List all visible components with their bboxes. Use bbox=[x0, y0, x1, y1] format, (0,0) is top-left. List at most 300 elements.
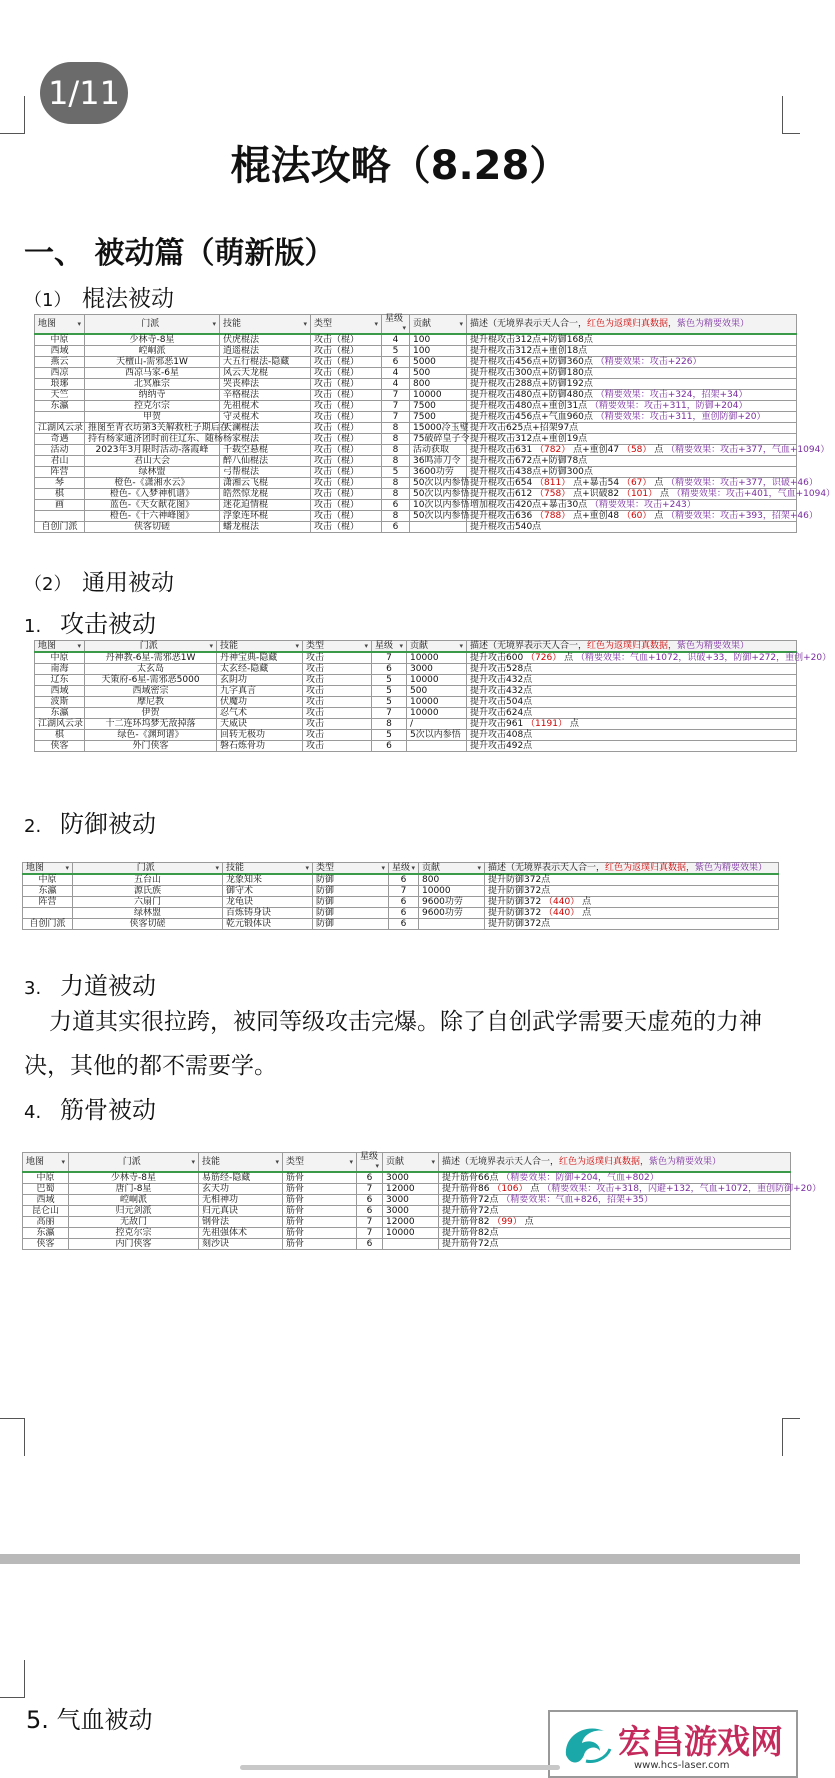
type-cell: 攻击 bbox=[303, 741, 372, 752]
column-header-label: 紫色为精要效果） bbox=[677, 318, 750, 329]
contribution-cell: 50次以内参悟 bbox=[410, 511, 467, 522]
description-text: 提升筋骨72点 bbox=[442, 1194, 499, 1205]
star-cell: 6 bbox=[372, 664, 407, 675]
sect-cell: 太玄岛 bbox=[85, 664, 217, 675]
map-cell: 西凉 bbox=[35, 368, 85, 379]
skill-cell: 先祖棍术 bbox=[220, 401, 311, 412]
description-text: 增加棍攻击420点+暴击30点 bbox=[470, 499, 588, 510]
map-cell: 西域 bbox=[35, 686, 85, 697]
description-cell bbox=[439, 1206, 791, 1217]
description-cell bbox=[439, 1183, 822, 1195]
description-text: 提升棍攻击312点+重创19点 bbox=[470, 433, 588, 444]
table-row bbox=[35, 697, 797, 708]
description-cell bbox=[439, 1172, 791, 1184]
table-header-row bbox=[35, 641, 797, 653]
reversion-value: （106） bbox=[489, 1183, 531, 1194]
description-text: 点+重创48 bbox=[573, 510, 620, 521]
column-header[interactable] bbox=[467, 315, 797, 335]
description-text: 点+重创47 bbox=[573, 444, 620, 455]
table-row bbox=[23, 919, 779, 930]
description-text: 提升棍攻击480点+防御480点 bbox=[470, 389, 593, 400]
description-text: 提升筋骨72点 bbox=[442, 1238, 499, 1249]
filter-dropdown-icon[interactable]: ▾ bbox=[212, 319, 216, 328]
description-cell bbox=[467, 368, 797, 379]
star-cell: 5 bbox=[382, 467, 410, 478]
description-text: 提升攻击528点 bbox=[470, 663, 533, 674]
skill-cell: 无相神功 bbox=[199, 1195, 283, 1206]
contribution-cell bbox=[410, 522, 467, 533]
skill-cell: 刻沙诀 bbox=[199, 1239, 283, 1250]
star-cell: 7 bbox=[357, 1184, 383, 1195]
reversion-value: （811） bbox=[532, 477, 574, 488]
sect-cell: 君山大会 bbox=[85, 456, 220, 467]
description-text: 提升棍攻击288点+防御192点 bbox=[470, 378, 593, 389]
type-cell: 筋骨 bbox=[283, 1195, 357, 1206]
map-cell: 昆仑山 bbox=[23, 1206, 69, 1217]
table-row bbox=[23, 1195, 791, 1206]
description-text: 提升防御372 bbox=[488, 896, 542, 907]
contribution-cell: 10000 bbox=[407, 652, 467, 664]
skill-cell: 钢骨法 bbox=[199, 1217, 283, 1228]
next-section-heading: 5. 气血被动 bbox=[26, 1706, 153, 1734]
type-cell: 攻击（棍） bbox=[311, 423, 382, 434]
table-row bbox=[35, 652, 797, 664]
description-text: 提升棍攻击654 bbox=[470, 477, 533, 488]
type-cell: 攻击 bbox=[303, 686, 372, 697]
column-header[interactable] bbox=[220, 315, 311, 335]
contribution-cell: 50次以内参悟 bbox=[410, 478, 467, 489]
map-cell: 棋 bbox=[35, 489, 85, 500]
essence-effect: （精要效果：攻击+243） bbox=[587, 499, 696, 510]
table-row bbox=[35, 434, 797, 445]
essence-effect: （精要效果：攻击+377，识破+46） bbox=[663, 477, 818, 488]
description-text: 点 bbox=[582, 907, 592, 918]
contribution-cell: 3000 bbox=[383, 1195, 439, 1206]
description-text: 点 bbox=[524, 1216, 534, 1227]
sect-cell: 推图至青衣坊第3关解救杜子期后在 bbox=[85, 423, 220, 434]
description-text: 提升攻击624点 bbox=[470, 707, 533, 718]
type-cell: 筋骨 bbox=[283, 1217, 357, 1228]
star-cell: 7 bbox=[382, 390, 410, 401]
column-header-label: 门派 bbox=[139, 640, 158, 651]
description-cell bbox=[467, 456, 797, 467]
contribution-cell: 5000 bbox=[410, 357, 467, 368]
filter-dropdown-icon[interactable]: ▾ bbox=[303, 319, 307, 328]
contribution-cell: 12000 bbox=[383, 1184, 439, 1195]
column-header-label: 红色为返璞归真数据， bbox=[587, 640, 678, 651]
description-text: 提升棍攻击456点+防御360点 bbox=[470, 356, 593, 367]
table-row bbox=[35, 423, 797, 434]
description-text: 点 bbox=[654, 444, 664, 455]
filter-dropdown-icon[interactable]: ▾ bbox=[411, 863, 415, 872]
star-cell: 6 bbox=[389, 897, 419, 908]
description-cell bbox=[467, 467, 797, 478]
column-header-label: 类型 bbox=[316, 862, 335, 873]
essence-effect: （精要效果：防御+204，气血+802） bbox=[498, 1172, 659, 1183]
description-text: 提升攻击408点 bbox=[470, 729, 533, 740]
skill-cell: 九字真言 bbox=[217, 686, 303, 697]
description-cell bbox=[485, 919, 779, 930]
column-header-label: 门派 bbox=[122, 1156, 141, 1167]
type-cell: 筋骨 bbox=[283, 1228, 357, 1239]
column-header-label: 贡献 bbox=[410, 640, 429, 651]
sect-cell: 无敌门 bbox=[69, 1217, 199, 1228]
column-header[interactable] bbox=[467, 641, 797, 653]
contribution-cell: 5次以内参悟 bbox=[407, 730, 467, 741]
skill-cell: 丹神宝典-隐藏 bbox=[217, 652, 303, 664]
skill-cell: 辛格棍法 bbox=[220, 390, 311, 401]
column-header-label: 贡献 bbox=[386, 1156, 405, 1167]
skill-cell: 易筋经-隐藏 bbox=[199, 1172, 283, 1184]
table-row bbox=[23, 886, 779, 897]
filter-dropdown-icon[interactable]: ▾ bbox=[459, 319, 463, 328]
skill-cell: 乾元锻体诀 bbox=[223, 919, 313, 930]
table-row bbox=[35, 401, 797, 412]
skill-cell: 忍气术 bbox=[217, 708, 303, 719]
contribution-cell: 3000 bbox=[407, 664, 467, 675]
description-cell bbox=[439, 1228, 791, 1239]
skill-cell: 龙龟诀 bbox=[223, 897, 313, 908]
map-cell: 燕云 bbox=[35, 357, 85, 368]
skill-cell: 风云天龙棍 bbox=[220, 368, 311, 379]
table-row bbox=[35, 664, 797, 675]
column-header[interactable] bbox=[303, 641, 372, 653]
star-cell: 7 bbox=[382, 412, 410, 423]
column-header[interactable] bbox=[383, 1153, 439, 1173]
star-cell: 8 bbox=[382, 489, 410, 500]
contribution-cell: 10000 bbox=[410, 390, 467, 401]
column-header[interactable] bbox=[407, 641, 467, 653]
column-header[interactable] bbox=[382, 315, 410, 335]
description-cell bbox=[467, 357, 797, 368]
table-row bbox=[35, 708, 797, 719]
description-text: 提升棍攻击312点+防御168点 bbox=[470, 334, 593, 345]
skill-cell: 御守术 bbox=[223, 886, 313, 897]
description-text: 提升防御372点 bbox=[488, 885, 551, 896]
reversion-value: （60） bbox=[619, 510, 655, 521]
essence-effect: （精要效果：攻击+401，气血+1094） bbox=[669, 488, 835, 499]
table-row bbox=[35, 730, 797, 741]
map-cell: 天竺 bbox=[35, 390, 85, 401]
description-text: 提升攻击600 bbox=[470, 652, 524, 663]
table-row bbox=[35, 467, 797, 478]
star-cell: 8 bbox=[382, 478, 410, 489]
essence-effect: （精要效果：攻击+226） bbox=[592, 356, 702, 367]
filter-dropdown-icon[interactable]: ▾ bbox=[295, 641, 299, 650]
column-header[interactable] bbox=[217, 641, 303, 653]
column-header[interactable] bbox=[485, 863, 779, 875]
description-text: 提升棍攻击456点+气血960点 bbox=[470, 411, 593, 422]
contribution-cell: 10000 bbox=[419, 886, 485, 897]
filter-dropdown-icon[interactable]: ▾ bbox=[191, 1157, 195, 1166]
table-row bbox=[35, 379, 797, 390]
star-cell: 6 bbox=[357, 1239, 383, 1250]
description-cell bbox=[467, 652, 832, 664]
contribution-cell: 15000冷玉璧 bbox=[410, 423, 467, 434]
map-cell: 东瀛 bbox=[23, 1228, 69, 1239]
description-cell bbox=[467, 412, 797, 423]
contribution-cell: 10000 bbox=[383, 1228, 439, 1239]
contribution-cell: 10次以内参悟 bbox=[410, 500, 467, 511]
description-cell bbox=[467, 477, 818, 489]
sect-cell: 六扇门 bbox=[73, 897, 223, 908]
description-cell bbox=[467, 401, 797, 412]
filter-dropdown-icon[interactable]: ▾ bbox=[477, 863, 481, 872]
star-cell: 7 bbox=[357, 1228, 383, 1239]
table-row bbox=[35, 500, 797, 511]
column-header[interactable] bbox=[85, 315, 220, 335]
skill-cell: 百炼铸身诀 bbox=[223, 908, 313, 919]
table-row bbox=[35, 357, 797, 368]
sect-cell: 西凉马家-6星 bbox=[85, 368, 220, 379]
description-text: 提升攻击504点 bbox=[470, 696, 533, 707]
description-text: 提升攻击492点 bbox=[470, 740, 533, 751]
filter-dropdown-icon[interactable]: ▾ bbox=[402, 324, 406, 332]
filter-dropdown-icon[interactable]: ▾ bbox=[61, 1157, 65, 1166]
star-cell: 4 bbox=[382, 368, 410, 379]
column-header[interactable] bbox=[23, 1153, 69, 1173]
sect-cell: 纳纳寺 bbox=[85, 390, 220, 401]
column-header[interactable] bbox=[223, 863, 313, 875]
filter-dropdown-icon[interactable]: ▾ bbox=[399, 641, 403, 650]
contribution-cell: 12000 bbox=[383, 1217, 439, 1228]
table-row bbox=[23, 908, 779, 919]
reversion-value: （788） bbox=[532, 510, 574, 521]
skill-cell: 蟠龙棍法 bbox=[220, 522, 311, 533]
map-cell: 东瀛 bbox=[35, 401, 85, 412]
skill-cell: 天澜棍法 bbox=[220, 423, 311, 434]
filter-dropdown-icon[interactable]: ▾ bbox=[349, 1157, 353, 1166]
description-cell bbox=[467, 741, 797, 752]
crop-mark bbox=[24, 1418, 25, 1456]
column-header-label: 门派 bbox=[141, 318, 160, 329]
filter-dropdown-icon[interactable]: ▾ bbox=[459, 641, 463, 650]
type-cell: 防御 bbox=[313, 874, 389, 886]
star-cell: 6 bbox=[382, 357, 410, 368]
column-header-label: 紫色为精要效果） bbox=[649, 1156, 722, 1167]
filter-dropdown-icon[interactable]: ▾ bbox=[209, 641, 213, 650]
description-text: 提升攻击432点 bbox=[470, 685, 533, 696]
column-header[interactable] bbox=[439, 1153, 791, 1173]
column-header[interactable] bbox=[389, 863, 419, 875]
filter-dropdown-icon[interactable]: ▾ bbox=[364, 641, 368, 650]
sect-cell: 十二连环坞梦无敌掉落 bbox=[85, 719, 217, 730]
column-header[interactable] bbox=[69, 1153, 199, 1173]
filter-dropdown-icon[interactable]: ▾ bbox=[275, 1157, 279, 1166]
column-header[interactable] bbox=[73, 863, 223, 875]
column-header-label: 红色为返璞归真数据， bbox=[559, 1156, 650, 1167]
subsection-staff-passive bbox=[24, 280, 174, 313]
filter-dropdown-icon[interactable]: ▾ bbox=[305, 863, 309, 872]
item-label: 攻击被动 bbox=[60, 610, 156, 638]
star-cell: 4 bbox=[382, 334, 410, 346]
filter-dropdown-icon[interactable]: ▾ bbox=[431, 1157, 435, 1166]
sect-cell: 控克尔宗 bbox=[85, 401, 220, 412]
subsection-number: （1） bbox=[24, 290, 72, 311]
star-cell: 7 bbox=[372, 708, 407, 719]
column-header[interactable] bbox=[35, 641, 85, 653]
watermark-logo bbox=[548, 1710, 798, 1778]
skill-cell: 杨家棍法 bbox=[220, 434, 311, 445]
column-header[interactable] bbox=[23, 863, 73, 875]
filter-dropdown-icon[interactable]: ▾ bbox=[215, 863, 219, 872]
skill-cell: 太玄经-隐藏 bbox=[217, 664, 303, 675]
crop-mark bbox=[782, 96, 783, 134]
sect-cell: 绿林盟 bbox=[73, 908, 223, 919]
type-cell: 攻击（棍） bbox=[311, 412, 382, 423]
type-cell: 筋骨 bbox=[283, 1172, 357, 1184]
contribution-cell: 9600功劳 bbox=[419, 897, 485, 908]
skill-cell: 皓然惊龙棍 bbox=[220, 489, 311, 500]
skill-cell: 浮象连环棍 bbox=[220, 511, 311, 522]
page-divider bbox=[0, 1554, 800, 1564]
column-header-label: 星级 bbox=[360, 1152, 379, 1162]
description-text: 提升棍攻击636 bbox=[470, 510, 533, 521]
sect-cell: 归元剑派 bbox=[69, 1206, 199, 1217]
home-indicator bbox=[240, 1765, 560, 1770]
star-cell: 6 bbox=[382, 522, 410, 533]
defense-passive-table bbox=[22, 862, 779, 930]
dragon-logo-icon bbox=[556, 1715, 616, 1775]
type-cell: 筋骨 bbox=[283, 1239, 357, 1250]
filter-dropdown-icon[interactable]: ▾ bbox=[374, 319, 378, 328]
type-cell: 攻击（棍） bbox=[311, 357, 382, 368]
type-cell: 攻击（棍） bbox=[311, 456, 382, 467]
sect-cell: 少林寺-8星 bbox=[85, 334, 220, 346]
table-row bbox=[35, 489, 797, 500]
type-cell: 攻击（棍） bbox=[311, 500, 382, 511]
description-cell bbox=[439, 1239, 791, 1250]
filter-dropdown-icon[interactable]: ▾ bbox=[375, 1162, 379, 1170]
column-header[interactable] bbox=[410, 315, 467, 335]
sect-cell: 绿林盟 bbox=[85, 467, 220, 478]
column-header-label: 紫色为精要效果） bbox=[677, 640, 750, 651]
description-cell bbox=[467, 379, 797, 390]
map-cell: 君山 bbox=[35, 456, 85, 467]
type-cell: 攻击（棍） bbox=[311, 467, 382, 478]
type-cell: 筋骨 bbox=[283, 1184, 357, 1195]
table-row bbox=[35, 412, 797, 423]
star-cell: 8 bbox=[382, 423, 410, 434]
table-row bbox=[23, 897, 779, 908]
star-cell: 6 bbox=[389, 874, 419, 886]
reversion-value: （58） bbox=[619, 444, 655, 455]
column-header[interactable] bbox=[419, 863, 485, 875]
description-cell bbox=[467, 346, 797, 357]
description-cell bbox=[467, 444, 830, 456]
column-header[interactable] bbox=[199, 1153, 283, 1173]
column-header[interactable] bbox=[85, 641, 217, 653]
map-cell: 阵营 bbox=[35, 467, 85, 478]
filter-dropdown-icon[interactable]: ▾ bbox=[77, 641, 81, 650]
item-number: 4. bbox=[24, 1102, 42, 1123]
column-header[interactable] bbox=[357, 1153, 383, 1173]
crop-mark bbox=[24, 1660, 25, 1698]
contribution-cell: 36鸣沛刀令 bbox=[410, 456, 467, 467]
column-header[interactable] bbox=[313, 863, 389, 875]
table-row bbox=[35, 334, 797, 346]
map-cell: 江湖风云录 bbox=[35, 719, 85, 730]
sect-cell: 伊贺 bbox=[85, 708, 217, 719]
skill-cell: 逍遥棍法 bbox=[220, 346, 311, 357]
strength-paragraph: 力道其实很拉跨，被同等级攻击完爆。除了自创武学需要天虚苑的力神决，其他的都不需要学。 bbox=[24, 1009, 762, 1079]
essence-effect: （精要效果：攻击+311，防御+204） bbox=[587, 400, 748, 411]
table-row bbox=[23, 1184, 791, 1195]
map-cell: 奇遇 bbox=[35, 434, 85, 445]
description-cell bbox=[467, 434, 797, 445]
column-header[interactable] bbox=[372, 641, 407, 653]
column-header[interactable] bbox=[311, 315, 382, 335]
column-header[interactable] bbox=[283, 1153, 357, 1173]
description-text: 提升攻击432点 bbox=[470, 674, 533, 685]
map-cell: 自创门派 bbox=[23, 919, 73, 930]
description-text: 提升棍攻击612 bbox=[470, 488, 533, 499]
item-label: 防御被动 bbox=[60, 810, 156, 838]
star-cell: 8 bbox=[382, 456, 410, 467]
map-cell: 东瀛 bbox=[23, 886, 73, 897]
sect-cell: 2023年3月限时活动-落霞峰 bbox=[85, 445, 220, 456]
contribution-cell: 7500 bbox=[410, 412, 467, 423]
sect-cell: 控克尔宗 bbox=[69, 1228, 199, 1239]
filter-dropdown-icon[interactable]: ▾ bbox=[65, 863, 69, 872]
type-cell: 攻击（棍） bbox=[311, 334, 382, 346]
map-cell bbox=[23, 908, 73, 919]
table-row bbox=[35, 346, 797, 357]
star-cell: 8 bbox=[382, 434, 410, 445]
type-cell: 攻击（棍） bbox=[311, 522, 382, 533]
contribution-cell: / bbox=[407, 719, 467, 730]
description-text: 提升防御372点 bbox=[488, 874, 551, 885]
sect-cell: 北冥雁宗 bbox=[85, 379, 220, 390]
star-cell: 5 bbox=[372, 675, 407, 686]
filter-dropdown-icon[interactable]: ▾ bbox=[77, 319, 81, 328]
sect-cell: 橙色-《潇湘水云》 bbox=[85, 478, 220, 489]
star-cell: 6 bbox=[389, 908, 419, 919]
description-text: 提升棍攻击438点+防御300点 bbox=[470, 466, 593, 477]
column-header-label: 描述（无境界表示天人合一， bbox=[488, 862, 606, 873]
column-header[interactable] bbox=[35, 315, 85, 335]
star-cell: 5 bbox=[382, 346, 410, 357]
map-cell: 南海 bbox=[35, 664, 85, 675]
table-row bbox=[35, 390, 797, 401]
contribution-cell bbox=[407, 741, 467, 752]
contribution-cell: 活动获取 bbox=[410, 445, 467, 456]
map-cell: 江湖风云录 bbox=[35, 423, 85, 434]
subsection-general-passive bbox=[24, 564, 174, 597]
table-header-row bbox=[23, 863, 779, 875]
description-cell bbox=[467, 686, 797, 697]
description-text: 点+识破82 bbox=[573, 488, 620, 499]
map-cell: 中原 bbox=[23, 1172, 69, 1184]
table-row bbox=[35, 522, 797, 533]
table-row bbox=[35, 675, 797, 686]
star-cell: 6 bbox=[357, 1172, 383, 1184]
contribution-cell: 10000 bbox=[407, 708, 467, 719]
column-header-label: 地图 bbox=[26, 1156, 45, 1167]
skill-cell: 伏魔功 bbox=[217, 697, 303, 708]
skill-cell: 先祖强体术 bbox=[199, 1228, 283, 1239]
reversion-value: （440） bbox=[541, 907, 583, 918]
contribution-cell: 3600功劳 bbox=[410, 467, 467, 478]
sect-cell: 天策府-6星-需邪恶5000 bbox=[85, 675, 217, 686]
essence-effect: （精要效果：攻击+377，气血+1094） bbox=[663, 444, 830, 455]
type-cell: 防御 bbox=[313, 886, 389, 897]
staff-passive-table bbox=[34, 314, 835, 533]
table-row bbox=[35, 741, 797, 752]
column-header-label: 技能 bbox=[220, 640, 239, 651]
filter-dropdown-icon[interactable]: ▾ bbox=[381, 863, 385, 872]
star-cell: 6 bbox=[372, 741, 407, 752]
